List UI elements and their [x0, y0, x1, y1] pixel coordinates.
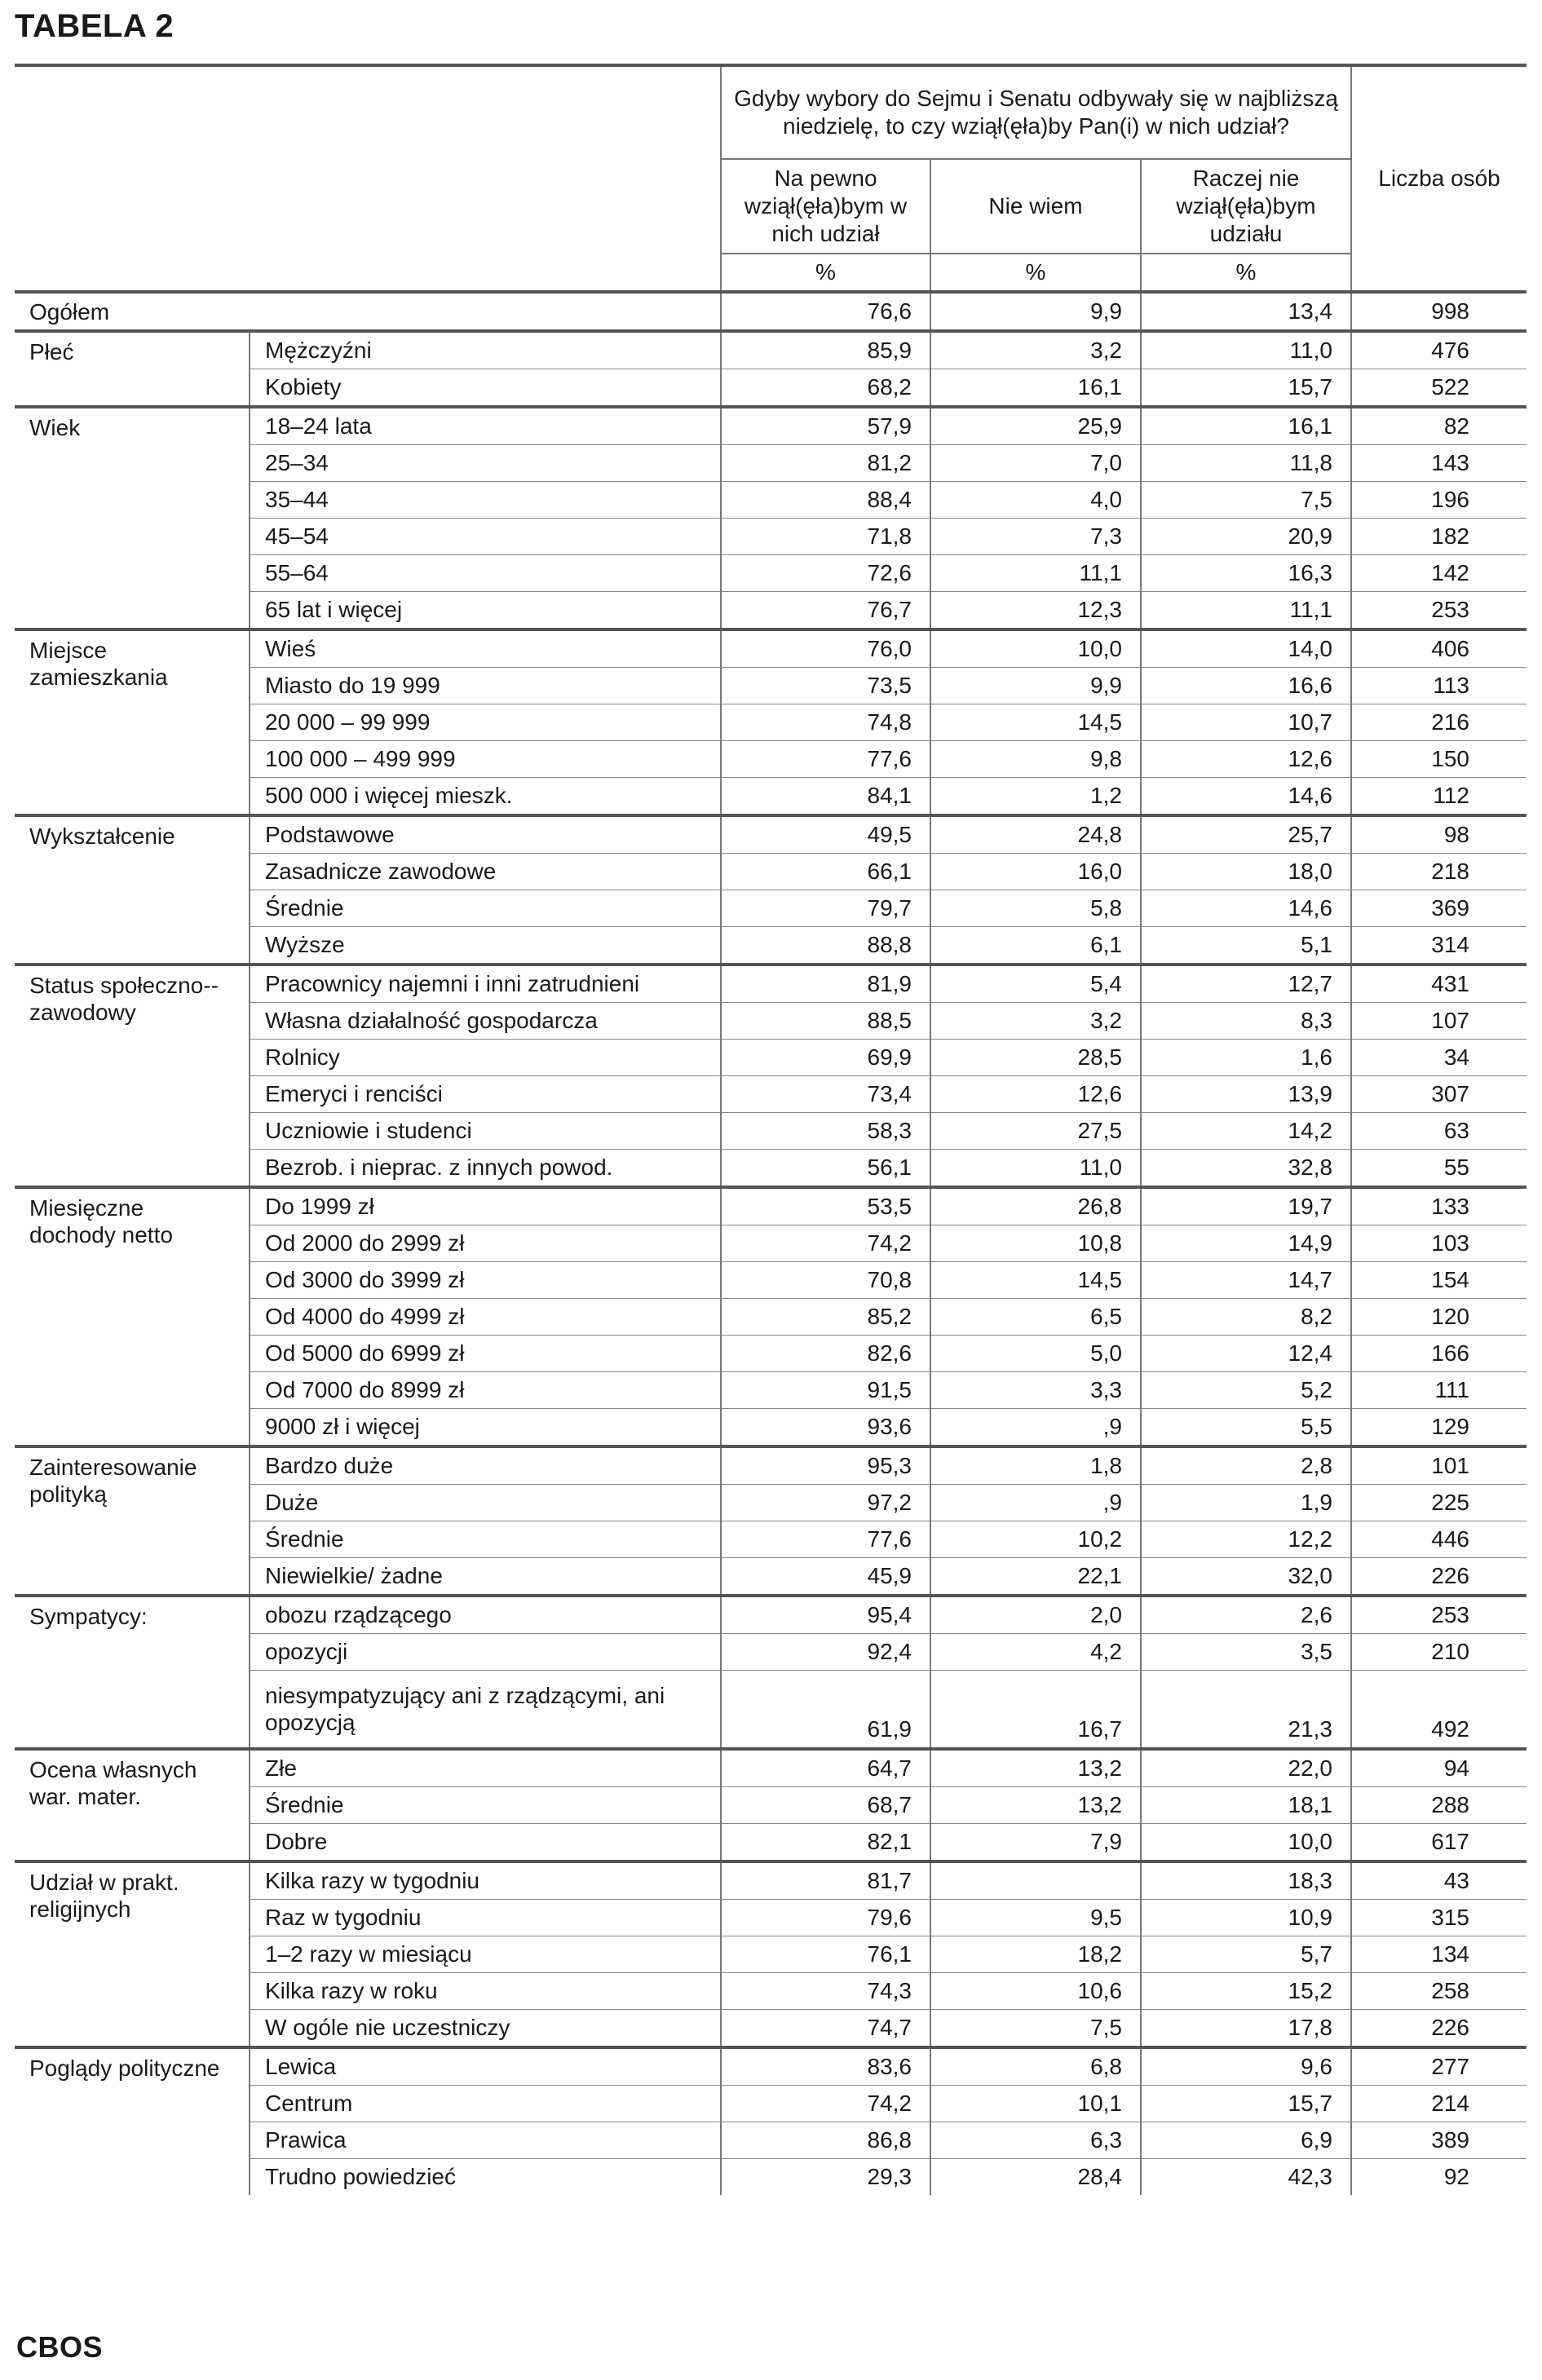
- value-cell: 16,3: [1141, 555, 1351, 592]
- row-label: 20 000 – 99 999: [250, 704, 721, 741]
- row-label: Bardzo duże: [250, 1446, 721, 1485]
- value-cell: 16,0: [930, 854, 1141, 890]
- value-cell: 617: [1351, 1824, 1527, 1862]
- value-cell: 95,4: [721, 1596, 930, 1634]
- value-cell: 2,6: [1141, 1596, 1351, 1634]
- value-cell: 5,4: [930, 965, 1141, 1003]
- value-cell: 12,6: [1141, 741, 1351, 778]
- value-cell: 26,8: [930, 1187, 1141, 1225]
- value-cell: 218: [1351, 854, 1527, 890]
- value-cell: 14,5: [930, 1262, 1141, 1299]
- value-cell: 49,5: [721, 815, 930, 854]
- value-cell: 12,7: [1141, 965, 1351, 1003]
- value-cell: 74,7: [721, 2010, 930, 2048]
- value-cell: 11,8: [1141, 445, 1351, 482]
- value-cell: 9,5: [930, 1900, 1141, 1936]
- value-cell: 10,0: [930, 629, 1141, 668]
- value-cell: 143: [1351, 445, 1527, 482]
- value-cell: 95,3: [721, 1446, 930, 1485]
- value-cell: 10,8: [930, 1225, 1141, 1262]
- row-label: Od 7000 do 8999 zł: [250, 1372, 721, 1409]
- value-cell: 1,8: [930, 1446, 1141, 1485]
- value-cell: 74,2: [721, 2086, 930, 2122]
- row-label: 25–34: [250, 445, 721, 482]
- value-cell: 82,1: [721, 1824, 930, 1862]
- value-cell: 7,5: [930, 2010, 1141, 2048]
- value-cell: 10,0: [1141, 1824, 1351, 1862]
- group-label: Udział w prakt. religijnych: [15, 1861, 250, 2047]
- value-cell: 61,9: [721, 1671, 930, 1750]
- row-label: 35–44: [250, 482, 721, 519]
- value-cell: 20,9: [1141, 519, 1351, 555]
- value-cell: 76,7: [721, 592, 930, 630]
- value-cell: 6,9: [1141, 2122, 1351, 2159]
- value-cell: 69,9: [721, 1040, 930, 1076]
- value-cell: 166: [1351, 1336, 1527, 1372]
- value-cell: 5,7: [1141, 1936, 1351, 1973]
- value-cell: 258: [1351, 1973, 1527, 2010]
- value-cell: 369: [1351, 890, 1527, 927]
- value-cell: 101: [1351, 1446, 1527, 1485]
- value-cell: 406: [1351, 629, 1527, 668]
- value-cell: 25,9: [930, 407, 1141, 445]
- value-cell: 5,1: [1141, 927, 1351, 965]
- value-cell: 10,7: [1141, 704, 1351, 741]
- value-cell: 14,5: [930, 704, 1141, 741]
- value-cell: 253: [1351, 1596, 1527, 1634]
- value-cell: 6,5: [930, 1299, 1141, 1336]
- value-cell: 3,3: [930, 1372, 1141, 1409]
- value-cell: ,9: [930, 1485, 1141, 1521]
- row-label: Rolnicy: [250, 1040, 721, 1076]
- row-label: Prawica: [250, 2122, 721, 2159]
- value-cell: 8,3: [1141, 1003, 1351, 1040]
- group-label: Sympatycy:: [15, 1596, 250, 1749]
- value-cell: 86,8: [721, 2122, 930, 2159]
- value-cell: 446: [1351, 1521, 1527, 1558]
- value-cell: 5,0: [930, 1336, 1141, 1372]
- value-cell: 214: [1351, 2086, 1527, 2122]
- value-cell: 79,6: [721, 1900, 930, 1936]
- value-cell: 150: [1351, 741, 1527, 778]
- row-label: obozu rządzącego: [250, 1596, 721, 1634]
- row-label: W ogóle nie uczestniczy: [250, 2010, 721, 2048]
- value-cell: 24,8: [930, 815, 1141, 854]
- header-answer-dont-know: Nie wiem: [930, 159, 1141, 254]
- value-cell: 12,2: [1141, 1521, 1351, 1558]
- table-row: [15, 1187, 1527, 1225]
- row-label: Pracownicy najemni i inni zatrudnieni: [250, 965, 721, 1003]
- value-cell: 314: [1351, 927, 1527, 965]
- value-cell: 76,1: [721, 1936, 930, 1973]
- value-cell: 15,7: [1141, 2086, 1351, 2122]
- row-label: 100 000 – 499 999: [250, 741, 721, 778]
- value-cell: 15,2: [1141, 1973, 1351, 2010]
- value-cell: 6,3: [930, 2122, 1141, 2159]
- value-cell: 288: [1351, 1787, 1527, 1824]
- value-cell: 73,5: [721, 668, 930, 704]
- value-cell: 225: [1351, 1485, 1527, 1521]
- value-cell: 7,9: [930, 1824, 1141, 1862]
- row-label: Trudno powiedzieć: [250, 2159, 721, 2196]
- value-cell: 522: [1351, 369, 1527, 408]
- value-cell: 277: [1351, 2047, 1527, 2086]
- row-label: Raz w tygodniu: [250, 1900, 721, 1936]
- row-label: Średnie: [250, 1787, 721, 1824]
- value-cell: 72,6: [721, 555, 930, 592]
- row-label: Średnie: [250, 890, 721, 927]
- value-cell: 58,3: [721, 1113, 930, 1150]
- table-row: [15, 407, 1527, 445]
- value-cell: 11,1: [930, 555, 1141, 592]
- value-cell: 12,6: [930, 1076, 1141, 1113]
- survey-table: [15, 64, 1527, 2195]
- header-blank-cell: [15, 65, 721, 292]
- group-label: Miejsce zamieszkania: [15, 629, 250, 815]
- value-cell: 63: [1351, 1113, 1527, 1150]
- value-cell: 307: [1351, 1076, 1527, 1113]
- value-cell: 7,5: [1141, 482, 1351, 519]
- value-cell: 88,4: [721, 482, 930, 519]
- value-cell: 81,2: [721, 445, 930, 482]
- value-cell: 3,5: [1141, 1634, 1351, 1671]
- value-cell: 66,1: [721, 854, 930, 890]
- value-cell: 315: [1351, 1900, 1527, 1936]
- value-cell: 74,8: [721, 704, 930, 741]
- header-count: Liczba osób: [1351, 65, 1527, 292]
- row-label: Wyższe: [250, 927, 721, 965]
- table-row: [15, 2047, 1527, 2086]
- row-label: Uczniowie i studenci: [250, 1113, 721, 1150]
- value-cell: 113: [1351, 668, 1527, 704]
- header-row-question: [15, 65, 1527, 159]
- value-cell: 68,7: [721, 1787, 930, 1824]
- group-label: Status społeczno--zawodowy: [15, 965, 250, 1187]
- value-cell: 112: [1351, 778, 1527, 816]
- value-cell: 6,1: [930, 927, 1141, 965]
- value-cell: 18,1: [1141, 1787, 1351, 1824]
- row-label: Duże: [250, 1485, 721, 1521]
- value-cell: 9,8: [930, 741, 1141, 778]
- value-cell: 77,6: [721, 741, 930, 778]
- table-row: [15, 1749, 1527, 1787]
- value-cell: 93,6: [721, 1409, 930, 1447]
- row-label: Kilka razy w roku: [250, 1973, 721, 2010]
- value-cell: 43: [1351, 1861, 1527, 1900]
- value-cell: 3,2: [930, 1003, 1141, 1040]
- value-cell: 2,0: [930, 1596, 1141, 1634]
- header-unit: %: [1141, 254, 1351, 292]
- value-cell: 13,2: [930, 1787, 1141, 1824]
- row-label: 9000 zł i więcej: [250, 1409, 721, 1447]
- value-cell: 88,8: [721, 927, 930, 965]
- value-cell: 6,8: [930, 2047, 1141, 2086]
- header-question: Gdyby wybory do Sejmu i Senatu odbywały się w najbliższą niedzielę, to czy wziął(ęła)by Pan(i) w nich udział?: [721, 65, 1351, 159]
- value-cell: 64,7: [721, 1749, 930, 1787]
- value-cell: 226: [1351, 1558, 1527, 1596]
- value-cell: 34: [1351, 1040, 1527, 1076]
- row-label: Zasadnicze zawodowe: [250, 854, 721, 890]
- value-cell: 32,8: [1141, 1150, 1351, 1188]
- value-cell: 8,2: [1141, 1299, 1351, 1336]
- value-cell: 68,2: [721, 369, 930, 408]
- group-label: Płeć: [15, 331, 250, 407]
- value-cell: 1,9: [1141, 1485, 1351, 1521]
- value-cell: 103: [1351, 1225, 1527, 1262]
- group-label: Wykształcenie: [15, 815, 250, 965]
- table-row: [15, 629, 1527, 668]
- value-cell: 13,9: [1141, 1076, 1351, 1113]
- row-label: niesympatyzujący ani z rządzącymi, ani opozycją: [250, 1671, 721, 1750]
- value-cell: 25,7: [1141, 815, 1351, 854]
- value-cell: 94: [1351, 1749, 1527, 1787]
- value-cell: 42,3: [1141, 2159, 1351, 2196]
- row-label: Kobiety: [250, 369, 721, 408]
- value-cell: 14,7: [1141, 1262, 1351, 1299]
- value-cell: 3,2: [930, 331, 1141, 369]
- value-cell: 19,7: [1141, 1187, 1351, 1225]
- row-label: Niewielkie/ żadne: [250, 1558, 721, 1596]
- header-answer-certain: Na pewno wziął(ęła)bym w nich udział: [721, 159, 930, 254]
- value-cell: 53,5: [721, 1187, 930, 1225]
- value-cell: 82: [1351, 407, 1527, 445]
- value-cell: 154: [1351, 1262, 1527, 1299]
- row-label: opozycji: [250, 1634, 721, 1671]
- value-cell: 18,0: [1141, 854, 1351, 890]
- value-cell: 5,8: [930, 890, 1141, 927]
- value-cell: 14,0: [1141, 629, 1351, 668]
- value-cell: 91,5: [721, 1372, 930, 1409]
- value-cell: 55: [1351, 1150, 1527, 1188]
- row-label: 1–2 razy w miesiącu: [250, 1936, 721, 1973]
- source-footer: CBOS: [16, 2330, 104, 2364]
- value-cell: 182: [1351, 519, 1527, 555]
- value-cell: 1,6: [1141, 1040, 1351, 1076]
- value-cell: 120: [1351, 1299, 1527, 1336]
- value-cell: 16,1: [930, 369, 1141, 408]
- value-cell: 7,0: [930, 445, 1141, 482]
- value-cell: 2,8: [1141, 1446, 1351, 1485]
- row-label: Kilka razy w tygodniu: [250, 1861, 721, 1900]
- value-cell: 97,2: [721, 1485, 930, 1521]
- value-cell: 9,9: [930, 292, 1141, 331]
- value-cell: 28,5: [930, 1040, 1141, 1076]
- value-cell: 4,2: [930, 1634, 1141, 1671]
- value-cell: 27,5: [930, 1113, 1141, 1150]
- group-label: Ocena własnych war. mater.: [15, 1749, 250, 1861]
- group-label: Poglądy polityczne: [15, 2047, 250, 2195]
- value-cell: 17,8: [1141, 2010, 1351, 2048]
- value-cell: 216: [1351, 704, 1527, 741]
- row-label: Centrum: [250, 2086, 721, 2122]
- value-cell: 29,3: [721, 2159, 930, 2196]
- row-label: 45–54: [250, 519, 721, 555]
- value-cell: 98: [1351, 815, 1527, 854]
- value-cell: 85,9: [721, 331, 930, 369]
- table-row: [15, 331, 1527, 369]
- value-cell: 56,1: [721, 1150, 930, 1188]
- value-cell: 76,0: [721, 629, 930, 668]
- header-answer-rather-not: Raczej nie wziął(ęła)bym udziału: [1141, 159, 1351, 254]
- total-label: Ogółem: [15, 292, 721, 331]
- value-cell: 14,2: [1141, 1113, 1351, 1150]
- value-cell: 74,3: [721, 1973, 930, 2010]
- value-cell: 11,0: [1141, 331, 1351, 369]
- value-cell: 9,6: [1141, 2047, 1351, 2086]
- value-cell: 5,2: [1141, 1372, 1351, 1409]
- group-label: Wiek: [15, 407, 250, 629]
- value-cell: 210: [1351, 1634, 1527, 1671]
- row-label: Od 5000 do 6999 zł: [250, 1336, 721, 1372]
- value-cell: 16,7: [930, 1671, 1141, 1750]
- table-body: [15, 65, 1527, 2195]
- row-label: 18–24 lata: [250, 407, 721, 445]
- value-cell: 431: [1351, 965, 1527, 1003]
- row-label: Bezrob. i nieprac. z innych powod.: [250, 1150, 721, 1188]
- value-cell: 81,9: [721, 965, 930, 1003]
- value-cell: 18,2: [930, 1936, 1141, 1973]
- value-cell: 92: [1351, 2159, 1527, 2196]
- value-cell: 84,1: [721, 778, 930, 816]
- value-cell: 22,0: [1141, 1749, 1351, 1787]
- value-cell: 226: [1351, 2010, 1527, 2048]
- value-cell: 129: [1351, 1409, 1527, 1447]
- value-cell: 76,6: [721, 292, 930, 331]
- value-cell: 88,5: [721, 1003, 930, 1040]
- value-cell: 7,3: [930, 519, 1141, 555]
- row-label: Od 4000 do 4999 zł: [250, 1299, 721, 1336]
- value-cell: 81,7: [721, 1861, 930, 1900]
- table-row: [15, 1446, 1527, 1485]
- row-label: 55–64: [250, 555, 721, 592]
- value-cell: 18,3: [1141, 1861, 1351, 1900]
- value-cell: 77,6: [721, 1521, 930, 1558]
- value-cell: 14,6: [1141, 890, 1351, 927]
- row-label: Mężczyźni: [250, 331, 721, 369]
- value-cell: 85,2: [721, 1299, 930, 1336]
- value-cell: 28,4: [930, 2159, 1141, 2196]
- value-cell: 13,4: [1141, 292, 1351, 331]
- row-label: Wieś: [250, 629, 721, 668]
- value-cell: 79,7: [721, 890, 930, 927]
- table-row: [15, 1861, 1527, 1900]
- row-label: 500 000 i więcej mieszk.: [250, 778, 721, 816]
- value-cell: 14,6: [1141, 778, 1351, 816]
- value-cell: 196: [1351, 482, 1527, 519]
- value-cell: 998: [1351, 292, 1527, 331]
- value-cell: 32,0: [1141, 1558, 1351, 1596]
- value-cell: 13,2: [930, 1749, 1141, 1787]
- value-cell: 82,6: [721, 1336, 930, 1372]
- value-cell: 73,4: [721, 1076, 930, 1113]
- value-cell: 134: [1351, 1936, 1527, 1973]
- value-cell: 111: [1351, 1372, 1527, 1409]
- row-label: Własna działalność gospodarcza: [250, 1003, 721, 1040]
- value-cell: 45,9: [721, 1558, 930, 1596]
- value-cell: 389: [1351, 2122, 1527, 2159]
- value-cell: 4,0: [930, 482, 1141, 519]
- value-cell: ,9: [930, 1409, 1141, 1447]
- value-cell: 57,9: [721, 407, 930, 445]
- row-label: Od 2000 do 2999 zł: [250, 1225, 721, 1262]
- value-cell: 11,0: [930, 1150, 1141, 1188]
- value-cell: 70,8: [721, 1262, 930, 1299]
- row-label: Złe: [250, 1749, 721, 1787]
- value-cell: 10,1: [930, 2086, 1141, 2122]
- value-cell: 5,5: [1141, 1409, 1351, 1447]
- value-cell: 9,9: [930, 668, 1141, 704]
- table-row-total: [15, 292, 1527, 331]
- value-cell: 71,8: [721, 519, 930, 555]
- value-cell: 83,6: [721, 2047, 930, 2086]
- value-cell: 133: [1351, 1187, 1527, 1225]
- value-cell: 476: [1351, 331, 1527, 369]
- value-cell: 10,9: [1141, 1900, 1351, 1936]
- value-cell: 22,1: [930, 1558, 1141, 1596]
- value-cell: 492: [1351, 1671, 1527, 1750]
- value-cell: 142: [1351, 555, 1527, 592]
- value-cell: 10,6: [930, 1973, 1141, 2010]
- header-unit: %: [930, 254, 1141, 292]
- value-cell: 21,3: [1141, 1671, 1351, 1750]
- table-row: [15, 815, 1527, 854]
- value-cell: 1,2: [930, 778, 1141, 816]
- value-cell: 15,7: [1141, 369, 1351, 408]
- row-label: Średnie: [250, 1521, 721, 1558]
- value-cell: 14,9: [1141, 1225, 1351, 1262]
- row-label: Podstawowe: [250, 815, 721, 854]
- row-label: Dobre: [250, 1824, 721, 1862]
- table-row: [15, 1596, 1527, 1634]
- row-label: Do 1999 zł: [250, 1187, 721, 1225]
- group-label: Miesięczne dochody netto: [15, 1187, 250, 1446]
- value-cell: 10,2: [930, 1521, 1141, 1558]
- group-label: Zainteresowanie polityką: [15, 1446, 250, 1596]
- value-cell: 12,3: [930, 592, 1141, 630]
- value-cell: 92,4: [721, 1634, 930, 1671]
- value-cell: 11,1: [1141, 592, 1351, 630]
- value-cell: 16,1: [1141, 407, 1351, 445]
- table-title: TABELA 2: [15, 8, 175, 44]
- value-cell: 16,6: [1141, 668, 1351, 704]
- row-label: 65 lat i więcej: [250, 592, 721, 630]
- row-label: Miasto do 19 999: [250, 668, 721, 704]
- value-cell: 74,2: [721, 1225, 930, 1262]
- value-cell: 107: [1351, 1003, 1527, 1040]
- value-cell: [930, 1861, 1141, 1900]
- row-label: Lewica: [250, 2047, 721, 2086]
- row-label: Od 3000 do 3999 zł: [250, 1262, 721, 1299]
- row-label: Emeryci i renciści: [250, 1076, 721, 1113]
- value-cell: 12,4: [1141, 1336, 1351, 1372]
- header-unit: %: [721, 254, 930, 292]
- table-row: [15, 965, 1527, 1003]
- value-cell: 253: [1351, 592, 1527, 630]
